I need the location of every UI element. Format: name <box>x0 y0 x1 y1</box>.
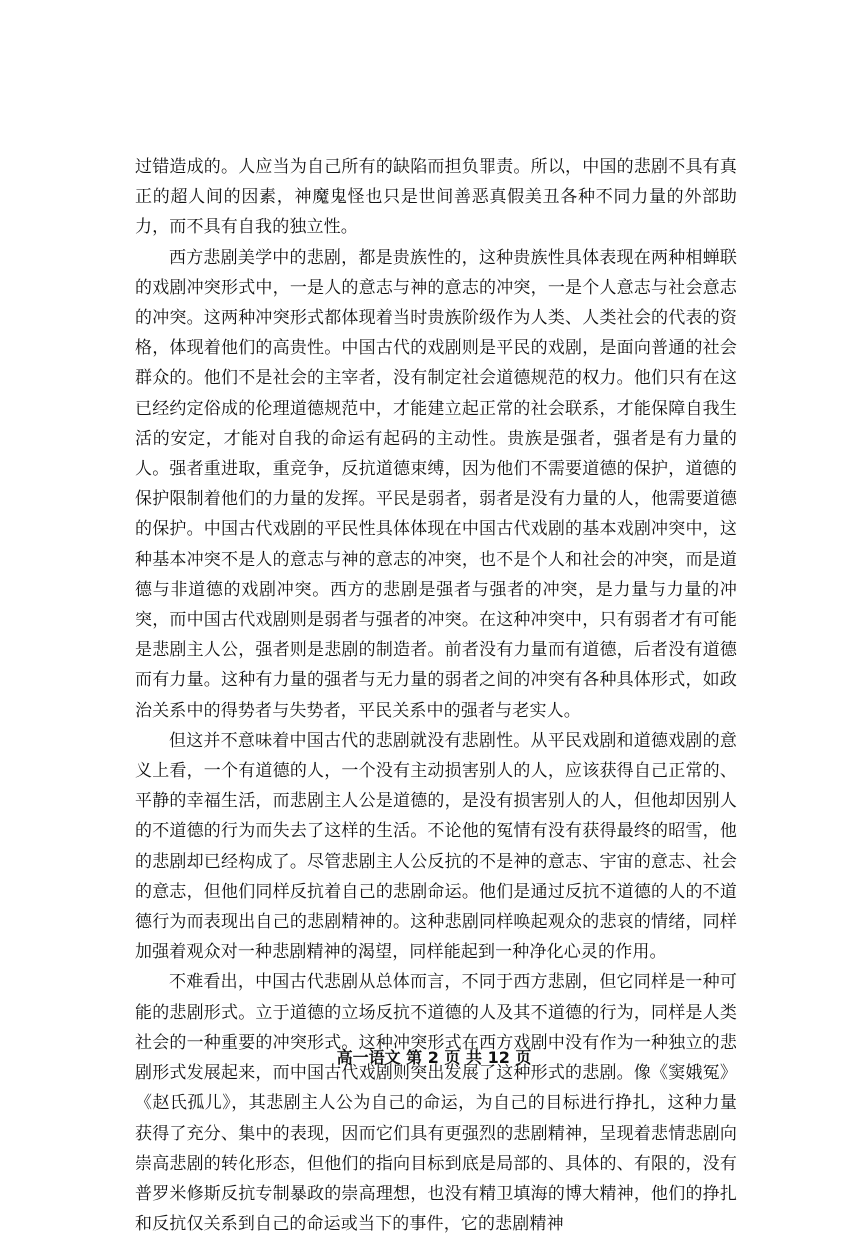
paragraph-3: 但这并不意味着中国古代的悲剧就没有悲剧性。从平民戏剧和道德戏剧的意义上看，一个有道德的人，一个没有主动损害别人的人，应该获得自己正常的、平静的幸福生活，而悲剧主人公是道德的，是没有损害别人的人，但他却因别人的不道德的行为而失去了这样的生活。不论他的冤情有没有获得最终的昭雪，他的悲剧却已经构成了。尽管悲剧主人公反抗的不是神的意志、宇宙的意志、社会的意志，但他们同样反抗着自己的悲剧命运。他们是通过反抗不道德的人的不道德行为而表现出自己的悲剧精神的。这种悲剧同样唤起观众的悲哀的情绪，同样加强着观众对一种悲剧精神的渴望，同样能起到一种净化心灵的作用。 <box>135 730 737 963</box>
paragraph-1: 过错造成的。人应当为自己所有的缺陷而担负罪责。所以，中国的悲剧不具有真正的超人间的因素，神魔鬼怪也只是世间善恶真假美丑各种不同力量的外部助力，而不具有自我的独立性。 <box>135 157 737 238</box>
body-text <box>135 152 737 1239</box>
page-footer: 高一语文 第 2 页 共 12 页 <box>336 1048 532 1067</box>
paragraph-4: 不难看出，中国古代悲剧从总体而言，不同于西方悲剧，但它同样是一种可能的悲剧形式。立于道德的立场反抗不道德的人及其不道德的行为，同样是人类社会的一种重要的冲突形式。这种冲突形式在西方戏剧中没有作为一种独立的悲剧形式发展起来，而中国古代戏剧则突出发展了这种形式的悲剧。像《窦娥冤》《赵氏孤儿》，其悲剧主人公为自己的命运，为自己的目标进行挣扎，这种力量获得了充分、集中的表现，因而它们具有更强烈的悲剧精神，呈现着悲情悲剧向崇高悲剧的转化形态，但他们的指向目标到底是局部的、具体的、有限的，没有普罗米修斯反抗专制暴政的崇高理想，也没有精卫填海的博大精神，他们的挣扎和反抗仅关系到自己的命运或当下的事件，它的悲剧精神 <box>135 972 737 1235</box>
paragraph-2: 西方悲剧美学中的悲剧，都是贵族性的，这种贵族性具体表现在两种相蝉联的戏剧冲突形式中，一是人的意志与神的意志的冲突，一是个人意志与社会意志的冲突。这两种冲突形式都体现着当时贵族阶级作为人类、人类社会的代表的资格，体现着他们的高贵性。中国古代的戏剧则是平民的戏剧，是面向普通的社会群众的。他们不是社会的主宰者，没有制定社会道德规范的权力。他们只有在这已经约定俗成的伦理道德规范中，才能建立起正常的社会联系，才能保障自我生活的安定，才能对自我的命运有起码的主动性。贵族是强者，强者是有力量的人。强者重进取，重竞争，反抗道德束缚，因为他们不需要道德的保护，道德的保护限制着他们的力量的发挥。平民是弱者，弱者是没有力量的人，他需要道德的保护。中国古代戏剧的平民性具体体现在中国古代戏剧的基本戏剧冲突中，这种基本冲突不是人的意志与神的意志的冲突，也不是个人和社会的冲突，而是道德与非道德的戏剧冲突。西方的悲剧是强者与强者的冲突，是力量与力量的冲突，而中国古代戏剧则是弱者与强者的冲突。在这种冲突中，只有弱者才有可能是悲剧主人公，强者则是悲剧的制造者。前者没有力量而有道德，后者没有道德而有力量。这种有力量的强者与无力量的弱者之间的冲突有各种具体形式，如政治关系中的得势者与失势者，平民关系中的强者与老实人。 <box>135 247 737 721</box>
